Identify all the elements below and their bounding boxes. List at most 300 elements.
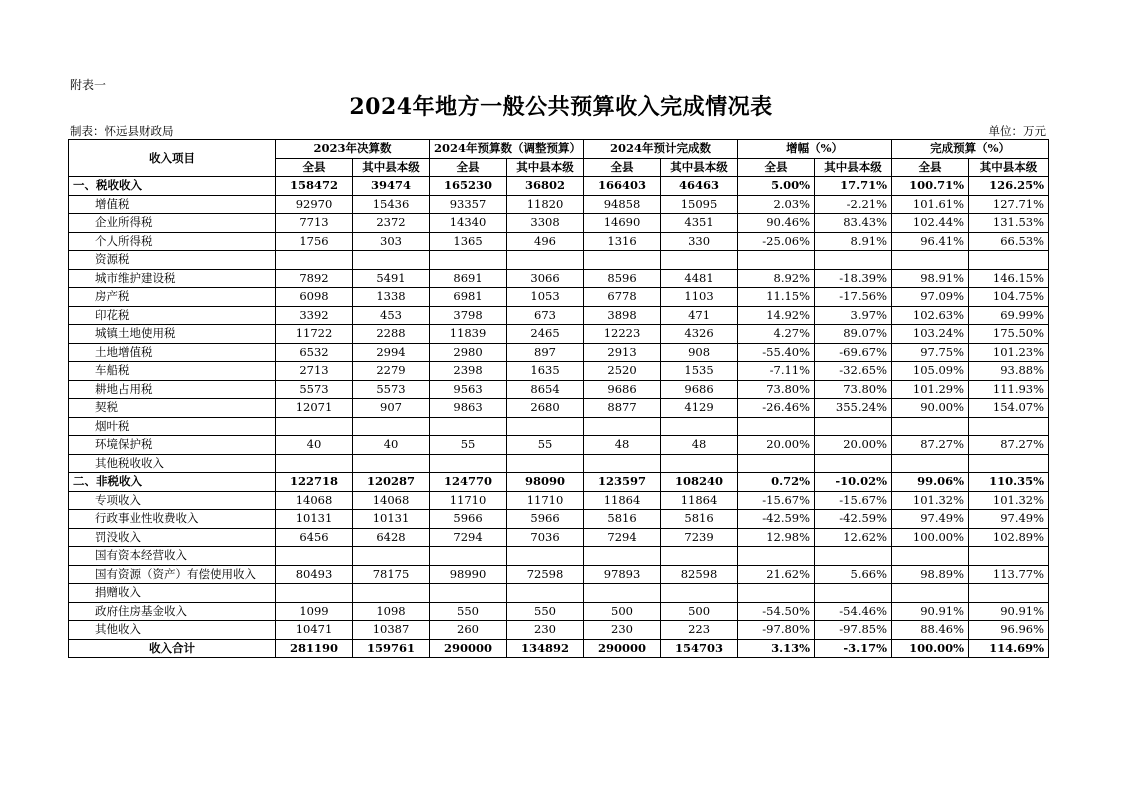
table-row <box>69 491 1049 510</box>
table-row <box>69 195 1049 214</box>
row-value-cell: 14.92% <box>738 306 815 325</box>
row-value-cell: 2288 <box>353 325 430 344</box>
row-value-cell: 11710 <box>507 491 584 510</box>
row-value-cell: 98090 <box>507 473 584 492</box>
row-value-cell: 83.43% <box>815 214 892 233</box>
row-value-cell: 10131 <box>353 510 430 529</box>
row-value-cell: 99.06% <box>892 473 969 492</box>
row-value-cell <box>507 417 584 436</box>
row-value-cell <box>276 251 353 270</box>
row-item-name: 其他税收收入 <box>69 454 276 473</box>
row-value-cell: -42.59% <box>815 510 892 529</box>
row-value-cell: 101.29% <box>892 380 969 399</box>
row-value-cell: 69.99% <box>969 306 1049 325</box>
row-value-cell: 11.15% <box>738 288 815 307</box>
row-value-cell: 2980 <box>430 343 507 362</box>
row-value-cell: 8691 <box>430 269 507 288</box>
table-body <box>69 177 1049 658</box>
row-value-cell: 12071 <box>276 399 353 418</box>
row-value-cell: 88.46% <box>892 621 969 640</box>
row-item-name: 国有资源（资产）有偿使用收入 <box>69 565 276 584</box>
table-row <box>69 325 1049 344</box>
row-value-cell: 97.09% <box>892 288 969 307</box>
row-value-cell: 7294 <box>584 528 661 547</box>
row-value-cell: 9863 <box>430 399 507 418</box>
row-value-cell: 897 <box>507 343 584 362</box>
row-item-name: 专项收入 <box>69 491 276 510</box>
table-row <box>69 547 1049 566</box>
row-value-cell: 290000 <box>584 639 661 658</box>
row-value-cell <box>584 584 661 603</box>
row-value-cell: 11722 <box>276 325 353 344</box>
row-value-cell: 104.75% <box>969 288 1049 307</box>
row-value-cell: 3.97% <box>815 306 892 325</box>
table-row <box>69 380 1049 399</box>
row-value-cell: 103.24% <box>892 325 969 344</box>
row-item-name: 个人所得税 <box>69 232 276 251</box>
row-value-cell: 123597 <box>584 473 661 492</box>
row-value-cell: 1635 <box>507 362 584 381</box>
row-value-cell: 134892 <box>507 639 584 658</box>
row-value-cell: 1756 <box>276 232 353 251</box>
table-row <box>69 436 1049 455</box>
row-value-cell: 101.61% <box>892 195 969 214</box>
row-value-cell <box>892 417 969 436</box>
row-value-cell: 6428 <box>353 528 430 547</box>
row-value-cell: 66.53% <box>969 232 1049 251</box>
row-value-cell: 1098 <box>353 602 430 621</box>
row-value-cell: 8.91% <box>815 232 892 251</box>
row-value-cell: 10387 <box>353 621 430 640</box>
row-value-cell: 8596 <box>584 269 661 288</box>
row-value-cell: 101.23% <box>969 343 1049 362</box>
row-value-cell: 9686 <box>584 380 661 399</box>
row-value-cell: 46463 <box>661 177 738 196</box>
row-value-cell: 113.77% <box>969 565 1049 584</box>
column-sub-header: 其中县本级 <box>353 158 430 177</box>
row-value-cell: 97.75% <box>892 343 969 362</box>
row-item-name: 烟叶税 <box>69 417 276 436</box>
row-value-cell: 10471 <box>276 621 353 640</box>
row-value-cell <box>430 584 507 603</box>
row-value-cell: -18.39% <box>815 269 892 288</box>
row-value-cell: -54.46% <box>815 602 892 621</box>
column-group-header: 增幅（%） <box>738 140 892 159</box>
row-value-cell: 1103 <box>661 288 738 307</box>
row-value-cell: 550 <box>430 602 507 621</box>
row-value-cell: 159761 <box>353 639 430 658</box>
row-value-cell: 14068 <box>276 491 353 510</box>
row-value-cell: 154703 <box>661 639 738 658</box>
row-value-cell: 10131 <box>276 510 353 529</box>
row-value-cell: 7036 <box>507 528 584 547</box>
table-row <box>69 306 1049 325</box>
row-value-cell: -15.67% <box>738 491 815 510</box>
row-value-cell: 165230 <box>430 177 507 196</box>
row-value-cell: 355.24% <box>815 399 892 418</box>
table-row <box>69 602 1049 621</box>
row-value-cell <box>661 417 738 436</box>
row-value-cell: 2713 <box>276 362 353 381</box>
table-row <box>69 639 1049 658</box>
row-value-cell: 5491 <box>353 269 430 288</box>
row-value-cell <box>738 251 815 270</box>
row-value-cell: 6456 <box>276 528 353 547</box>
row-value-cell: -17.56% <box>815 288 892 307</box>
column-sub-header: 全县 <box>276 158 353 177</box>
row-value-cell: 0.72% <box>738 473 815 492</box>
row-value-cell: 40 <box>353 436 430 455</box>
row-value-cell: -7.11% <box>738 362 815 381</box>
row-value-cell: 2372 <box>353 214 430 233</box>
table-row <box>69 251 1049 270</box>
table-row <box>69 565 1049 584</box>
row-value-cell: 146.15% <box>969 269 1049 288</box>
row-value-cell: 73.80% <box>738 380 815 399</box>
row-value-cell: 3066 <box>507 269 584 288</box>
row-value-cell: 11864 <box>661 491 738 510</box>
row-item-name: 车船税 <box>69 362 276 381</box>
unit-label: 单位：万元 <box>988 124 1046 138</box>
row-value-cell: 15436 <box>353 195 430 214</box>
row-value-cell: 12.62% <box>815 528 892 547</box>
row-value-cell: 8654 <box>507 380 584 399</box>
row-value-cell: 4.27% <box>738 325 815 344</box>
row-value-cell: 124770 <box>430 473 507 492</box>
row-value-cell: 453 <box>353 306 430 325</box>
row-value-cell: 2994 <box>353 343 430 362</box>
row-value-cell <box>969 454 1049 473</box>
row-value-cell: 6532 <box>276 343 353 362</box>
table-row <box>69 343 1049 362</box>
row-value-cell: 2279 <box>353 362 430 381</box>
row-value-cell <box>661 547 738 566</box>
row-value-cell: 102.63% <box>892 306 969 325</box>
row-value-cell: 12.98% <box>738 528 815 547</box>
row-value-cell: 5816 <box>584 510 661 529</box>
row-value-cell: 97.49% <box>969 510 1049 529</box>
table-row <box>69 232 1049 251</box>
page-title: 2024年地方一般公共预算收入完成情况表 <box>349 94 773 120</box>
table-row <box>69 269 1049 288</box>
row-value-cell: 48 <box>584 436 661 455</box>
row-value-cell: 3.13% <box>738 639 815 658</box>
row-item-name: 罚没收入 <box>69 528 276 547</box>
row-item-name: 一、税收收入 <box>69 177 276 196</box>
row-item-name: 土地增值税 <box>69 343 276 362</box>
row-value-cell: 36802 <box>507 177 584 196</box>
row-value-cell: 80493 <box>276 565 353 584</box>
table-row <box>69 214 1049 233</box>
row-item-name: 契税 <box>69 399 276 418</box>
row-value-cell: 21.62% <box>738 565 815 584</box>
row-value-cell: 303 <box>353 232 430 251</box>
column-sub-header: 其中县本级 <box>969 158 1049 177</box>
row-value-cell: 14690 <box>584 214 661 233</box>
row-value-cell: 260 <box>430 621 507 640</box>
row-value-cell: 11864 <box>584 491 661 510</box>
column-group-header: 2024年预算数（调整预算） <box>430 140 584 159</box>
row-value-cell: 131.53% <box>969 214 1049 233</box>
row-item-name: 企业所得税 <box>69 214 276 233</box>
row-value-cell: 5816 <box>661 510 738 529</box>
table-row <box>69 473 1049 492</box>
row-value-cell: 20.00% <box>738 436 815 455</box>
column-group-header: 2023年决算数 <box>276 140 430 159</box>
row-value-cell: -55.40% <box>738 343 815 362</box>
row-value-cell: 14068 <box>353 491 430 510</box>
row-item-name: 增值税 <box>69 195 276 214</box>
row-item-name: 二、非税收入 <box>69 473 276 492</box>
row-value-cell: 1338 <box>353 288 430 307</box>
row-value-cell: 4326 <box>661 325 738 344</box>
row-value-cell <box>584 251 661 270</box>
row-value-cell <box>353 547 430 566</box>
row-value-cell: 97893 <box>584 565 661 584</box>
column-header-item: 收入项目 <box>69 140 276 177</box>
row-value-cell: 12223 <box>584 325 661 344</box>
row-value-cell <box>969 584 1049 603</box>
row-value-cell <box>507 584 584 603</box>
row-value-cell: 175.50% <box>969 325 1049 344</box>
row-value-cell: 55 <box>430 436 507 455</box>
row-value-cell <box>892 547 969 566</box>
row-value-cell <box>969 547 1049 566</box>
row-value-cell <box>892 454 969 473</box>
row-value-cell: 98.91% <box>892 269 969 288</box>
row-value-cell: 8.92% <box>738 269 815 288</box>
row-value-cell: 1316 <box>584 232 661 251</box>
row-value-cell: 55 <box>507 436 584 455</box>
row-value-cell <box>815 251 892 270</box>
row-value-cell: 673 <box>507 306 584 325</box>
row-value-cell <box>276 547 353 566</box>
row-value-cell: 17.71% <box>815 177 892 196</box>
column-sub-header: 其中县本级 <box>661 158 738 177</box>
row-value-cell <box>507 454 584 473</box>
row-value-cell: 72598 <box>507 565 584 584</box>
row-value-cell: -15.67% <box>815 491 892 510</box>
row-item-name: 环境保护税 <box>69 436 276 455</box>
row-value-cell <box>892 251 969 270</box>
row-item-name: 收入合计 <box>69 639 276 658</box>
row-value-cell: 73.80% <box>815 380 892 399</box>
row-value-cell: 2465 <box>507 325 584 344</box>
row-value-cell: 20.00% <box>815 436 892 455</box>
row-value-cell: 102.44% <box>892 214 969 233</box>
row-value-cell: 2520 <box>584 362 661 381</box>
row-value-cell: 90.91% <box>969 602 1049 621</box>
row-item-name: 资源税 <box>69 251 276 270</box>
row-value-cell: 7713 <box>276 214 353 233</box>
row-value-cell: 102.89% <box>969 528 1049 547</box>
row-value-cell: 78175 <box>353 565 430 584</box>
row-item-name: 耕地占用税 <box>69 380 276 399</box>
row-value-cell: 1053 <box>507 288 584 307</box>
column-sub-header: 其中县本级 <box>815 158 892 177</box>
row-value-cell <box>969 251 1049 270</box>
row-value-cell: 98.89% <box>892 565 969 584</box>
row-value-cell: 93.88% <box>969 362 1049 381</box>
row-value-cell: 1099 <box>276 602 353 621</box>
row-value-cell: 7239 <box>661 528 738 547</box>
row-value-cell: 48 <box>661 436 738 455</box>
row-value-cell: 908 <box>661 343 738 362</box>
column-group-header: 2024年预计完成数 <box>584 140 738 159</box>
table-row <box>69 177 1049 196</box>
row-value-cell: 98990 <box>430 565 507 584</box>
column-group-header: 完成预算（%） <box>892 140 1049 159</box>
row-item-name: 捐赠收入 <box>69 584 276 603</box>
row-value-cell: 4129 <box>661 399 738 418</box>
row-value-cell: -97.80% <box>738 621 815 640</box>
table-row <box>69 510 1049 529</box>
row-value-cell: 1535 <box>661 362 738 381</box>
row-value-cell: 230 <box>584 621 661 640</box>
row-value-cell: 11710 <box>430 491 507 510</box>
row-value-cell <box>353 417 430 436</box>
row-value-cell <box>430 417 507 436</box>
row-value-cell <box>276 584 353 603</box>
row-value-cell: 290000 <box>430 639 507 658</box>
row-value-cell: 8877 <box>584 399 661 418</box>
row-value-cell <box>661 251 738 270</box>
annex-label: 附表一 <box>70 78 107 92</box>
row-value-cell: 92970 <box>276 195 353 214</box>
header-row-groups <box>69 140 1049 159</box>
row-value-cell: -3.17% <box>815 639 892 658</box>
column-sub-header: 其中县本级 <box>507 158 584 177</box>
row-item-name: 国有资本经营收入 <box>69 547 276 566</box>
row-value-cell: 500 <box>584 602 661 621</box>
table-row <box>69 399 1049 418</box>
row-value-cell: 105.09% <box>892 362 969 381</box>
row-item-name: 印花税 <box>69 306 276 325</box>
row-value-cell: 120287 <box>353 473 430 492</box>
row-value-cell: -10.02% <box>815 473 892 492</box>
row-value-cell: -54.50% <box>738 602 815 621</box>
row-value-cell: 4351 <box>661 214 738 233</box>
budget-table <box>68 139 1049 658</box>
row-value-cell <box>738 547 815 566</box>
row-value-cell: 97.49% <box>892 510 969 529</box>
row-value-cell: 3392 <box>276 306 353 325</box>
row-value-cell: 5966 <box>507 510 584 529</box>
row-value-cell: 5966 <box>430 510 507 529</box>
row-value-cell: 114.69% <box>969 639 1049 658</box>
row-value-cell: 14340 <box>430 214 507 233</box>
row-value-cell <box>815 547 892 566</box>
row-item-name: 城市维护建设税 <box>69 269 276 288</box>
table-row <box>69 621 1049 640</box>
row-value-cell <box>430 251 507 270</box>
row-value-cell: 100.71% <box>892 177 969 196</box>
row-value-cell: 7294 <box>430 528 507 547</box>
row-value-cell: 907 <box>353 399 430 418</box>
table-row <box>69 584 1049 603</box>
row-value-cell: 15095 <box>661 195 738 214</box>
row-value-cell: 1365 <box>430 232 507 251</box>
row-value-cell: 100.00% <box>892 639 969 658</box>
row-value-cell <box>430 454 507 473</box>
row-item-name: 其他收入 <box>69 621 276 640</box>
row-value-cell: -26.46% <box>738 399 815 418</box>
row-value-cell <box>353 251 430 270</box>
row-value-cell <box>430 547 507 566</box>
row-item-name: 政府住房基金收入 <box>69 602 276 621</box>
column-sub-header: 全县 <box>430 158 507 177</box>
row-value-cell: 82598 <box>661 565 738 584</box>
row-value-cell: 6098 <box>276 288 353 307</box>
row-value-cell: 108240 <box>661 473 738 492</box>
row-value-cell: 3308 <box>507 214 584 233</box>
row-value-cell: 127.71% <box>969 195 1049 214</box>
row-item-name: 房产税 <box>69 288 276 307</box>
row-value-cell: 5573 <box>276 380 353 399</box>
row-value-cell: 87.27% <box>892 436 969 455</box>
row-value-cell: 2.03% <box>738 195 815 214</box>
row-value-cell: 2680 <box>507 399 584 418</box>
row-value-cell: 230 <box>507 621 584 640</box>
column-sub-header: 全县 <box>738 158 815 177</box>
row-value-cell: 100.00% <box>892 528 969 547</box>
row-value-cell: 101.32% <box>969 491 1049 510</box>
row-value-cell: 96.41% <box>892 232 969 251</box>
row-value-cell <box>738 584 815 603</box>
row-value-cell: 94858 <box>584 195 661 214</box>
row-value-cell: 89.07% <box>815 325 892 344</box>
row-value-cell: 90.46% <box>738 214 815 233</box>
row-value-cell <box>507 251 584 270</box>
row-value-cell: 122718 <box>276 473 353 492</box>
row-value-cell: -32.65% <box>815 362 892 381</box>
row-value-cell <box>738 417 815 436</box>
row-value-cell: 166403 <box>584 177 661 196</box>
row-value-cell: 90.00% <box>892 399 969 418</box>
row-value-cell: 500 <box>661 602 738 621</box>
row-value-cell: 11820 <box>507 195 584 214</box>
row-value-cell <box>892 584 969 603</box>
row-value-cell: 281190 <box>276 639 353 658</box>
row-value-cell: 110.35% <box>969 473 1049 492</box>
row-value-cell: 6778 <box>584 288 661 307</box>
row-value-cell: 2398 <box>430 362 507 381</box>
table-row <box>69 528 1049 547</box>
row-value-cell <box>815 417 892 436</box>
row-value-cell: 3898 <box>584 306 661 325</box>
table-row <box>69 454 1049 473</box>
maker-label: 制表：怀远县财政局 <box>70 124 174 138</box>
row-value-cell <box>276 417 353 436</box>
row-value-cell <box>661 454 738 473</box>
row-value-cell: 5573 <box>353 380 430 399</box>
row-value-cell: 11839 <box>430 325 507 344</box>
row-value-cell: -42.59% <box>738 510 815 529</box>
table-row <box>69 417 1049 436</box>
row-value-cell: 111.93% <box>969 380 1049 399</box>
row-value-cell: -97.85% <box>815 621 892 640</box>
row-value-cell: 9686 <box>661 380 738 399</box>
row-value-cell: 93357 <box>430 195 507 214</box>
row-value-cell <box>353 454 430 473</box>
row-value-cell: 126.25% <box>969 177 1049 196</box>
column-sub-header: 全县 <box>584 158 661 177</box>
row-value-cell: 5.00% <box>738 177 815 196</box>
row-value-cell: 223 <box>661 621 738 640</box>
row-item-name: 行政事业性收费收入 <box>69 510 276 529</box>
row-value-cell: 550 <box>507 602 584 621</box>
row-value-cell: 6981 <box>430 288 507 307</box>
